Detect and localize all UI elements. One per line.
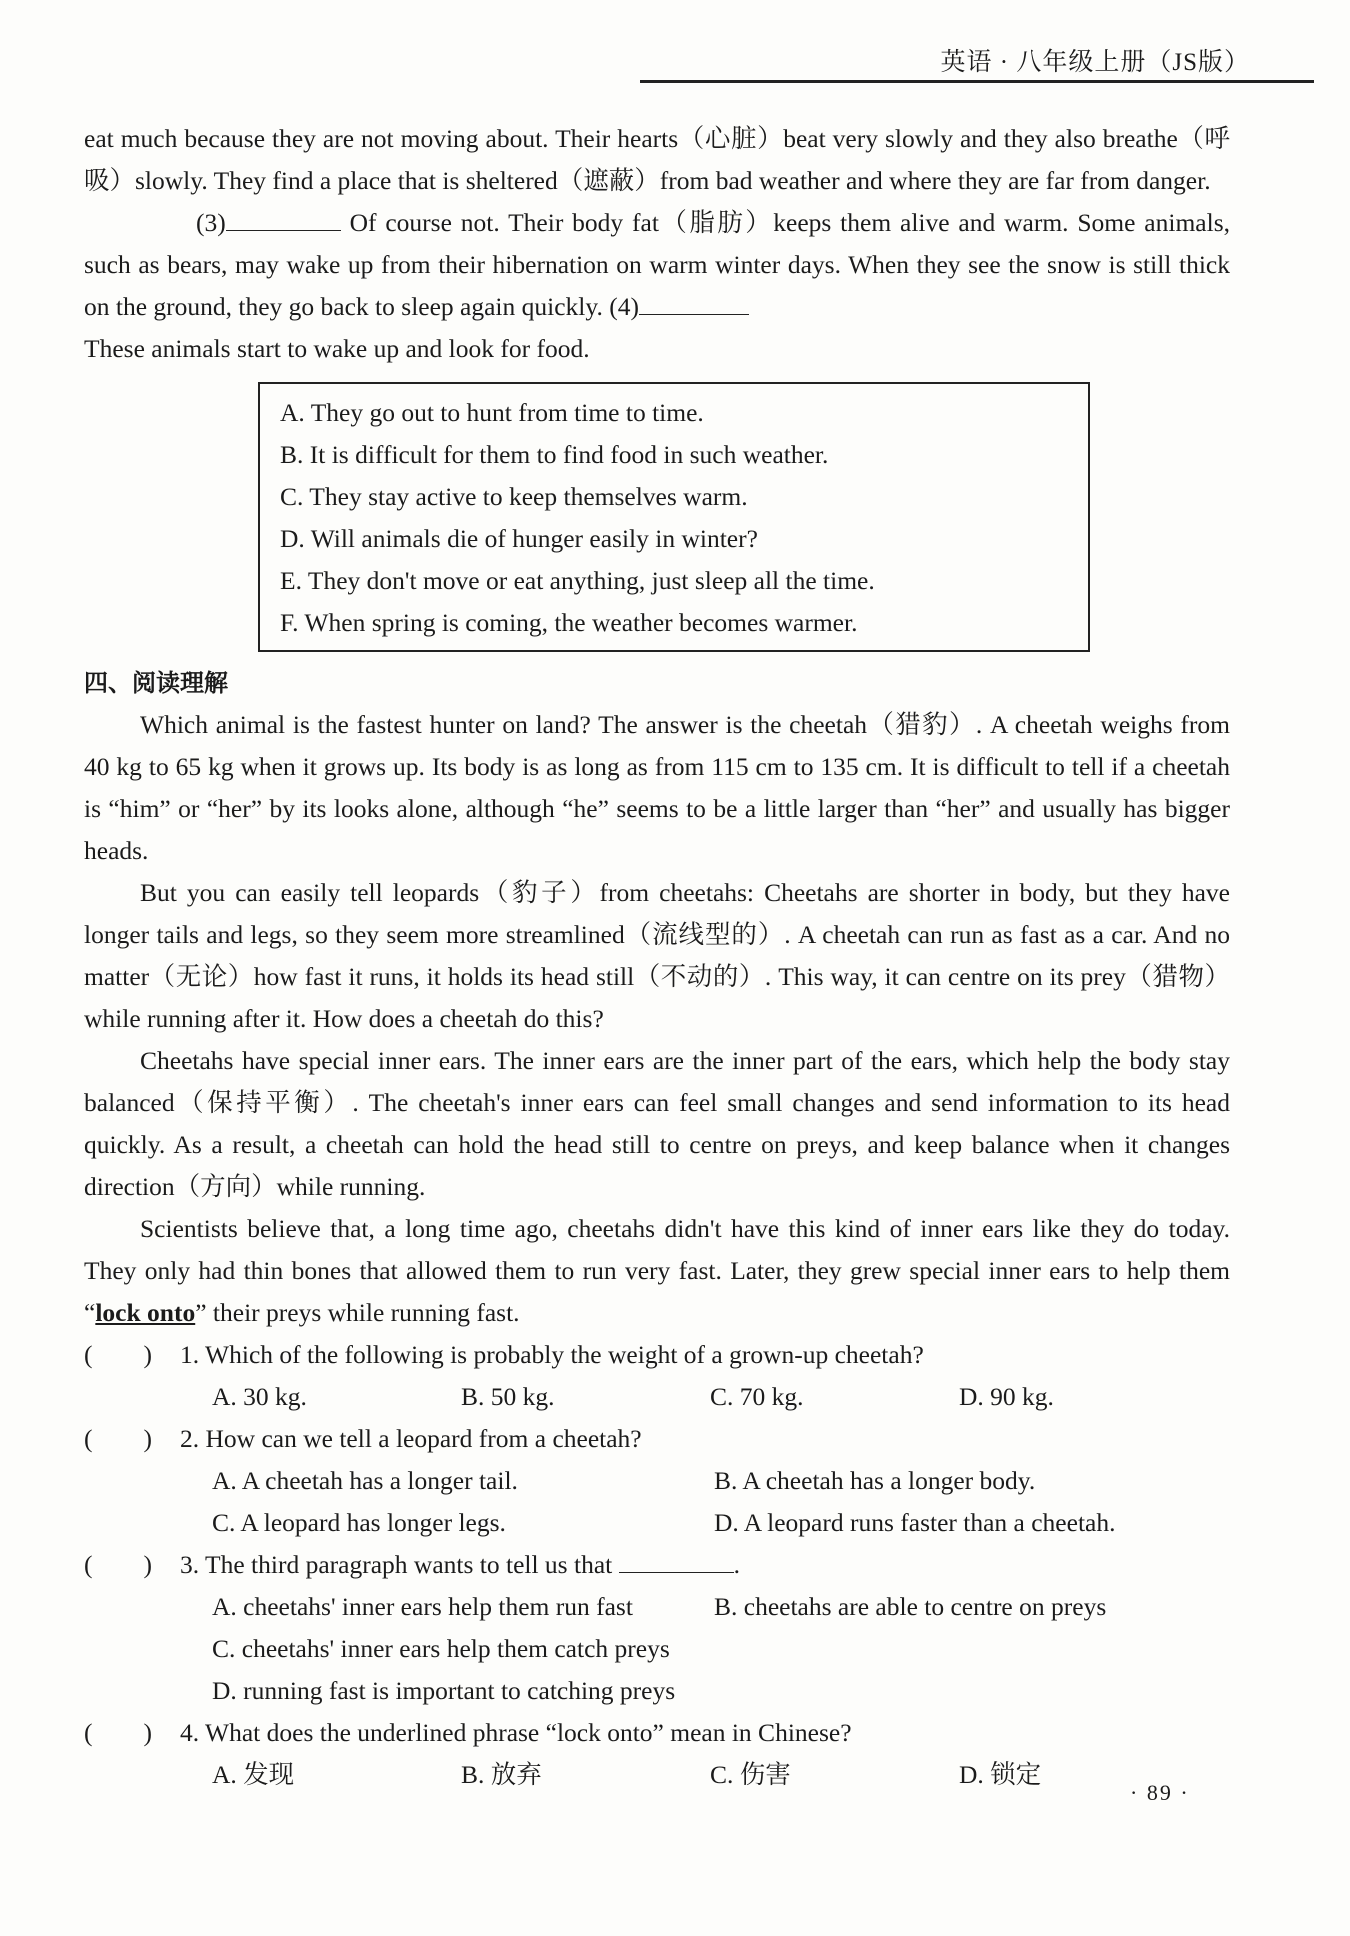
blank-label: (3) bbox=[196, 208, 226, 237]
question-text: 1. Which of the following is probably the weight of a grown-up cheetah? bbox=[180, 1340, 924, 1369]
page-content bbox=[84, 118, 1230, 1796]
reading-paragraph: Which animal is the fastest hunter on land? The answer is the cheetah（猎豹）. A cheetah weighs from 40 kg to 65 kg when it grows up. Its body is as long as from 115 cm to 135 cm. It is difficult to tell if a cheetah is “him” or “her” by its looks alone, although “he” seems to be a little larger than “her” and usually has bigger heads. bbox=[84, 710, 1230, 865]
choice-d[interactable]: D. running fast is important to catching preys bbox=[212, 1676, 676, 1705]
choice-c[interactable]: C. A leopard has longer legs. bbox=[212, 1508, 506, 1537]
reading-paragraph bbox=[84, 1208, 1230, 1334]
choices-row bbox=[84, 1628, 1230, 1670]
answer-paren[interactable]: ( ) bbox=[84, 1550, 152, 1579]
header-rule bbox=[640, 80, 1314, 83]
question-1 bbox=[84, 1334, 1230, 1376]
choice-b[interactable]: B. 放弃 bbox=[461, 1760, 542, 1789]
choice-a[interactable]: A. cheetahs' inner ears help them run fast bbox=[212, 1592, 633, 1621]
passage-text: Of course not. Their body fat（脂肪）keeps them alive and warm. Some animals, such as bears, may wake up from their hibernation on warm winter days. When they see the snow is still thick on the ground, they go back to sleep again quickly. bbox=[84, 208, 1230, 321]
passage-paragraph bbox=[84, 202, 1230, 328]
book-title: 英语 · 八年级上册（JS版） bbox=[940, 49, 1250, 76]
underlined-phrase: lock onto bbox=[95, 1298, 196, 1327]
option-item: E. They don't move or eat anything, just sleep all the time. bbox=[280, 566, 875, 595]
reading-text: ” their preys while running fast. bbox=[195, 1298, 520, 1327]
answer-paren[interactable]: ( ) bbox=[84, 1424, 152, 1453]
option-item: B. It is difficult for them to find food in such weather. bbox=[280, 440, 829, 469]
question-4 bbox=[84, 1712, 1230, 1754]
choices-row bbox=[84, 1754, 1230, 1796]
choice-c[interactable]: C. 70 kg. bbox=[710, 1382, 804, 1411]
option-item: C. They stay active to keep themselves warm. bbox=[280, 482, 748, 511]
choices-row bbox=[84, 1376, 1230, 1418]
choice-c[interactable]: C. 伤害 bbox=[710, 1760, 791, 1789]
question-3 bbox=[84, 1544, 1230, 1586]
question-text: 4. What does the underlined phrase “lock onto” mean in Chinese? bbox=[180, 1718, 852, 1747]
answer-paren[interactable]: ( ) bbox=[84, 1718, 152, 1747]
passage-paragraph: These animals start to wake up and look for food. bbox=[84, 334, 590, 363]
choice-b[interactable]: B. A cheetah has a longer body. bbox=[714, 1466, 1036, 1495]
answer-blank[interactable] bbox=[619, 1550, 734, 1573]
choice-b[interactable]: B. 50 kg. bbox=[461, 1382, 555, 1411]
question-text: 3. The third paragraph wants to tell us that bbox=[180, 1550, 619, 1579]
choice-d[interactable]: D. A leopard runs faster than a cheetah. bbox=[714, 1508, 1116, 1537]
blank-label: (4) bbox=[609, 292, 639, 321]
choice-c[interactable]: C. cheetahs' inner ears help them catch preys bbox=[212, 1634, 670, 1663]
question-2 bbox=[84, 1418, 1230, 1460]
choice-a[interactable]: A. A cheetah has a longer tail. bbox=[212, 1466, 518, 1495]
question-text: 2. How can we tell a leopard from a cheetah? bbox=[180, 1424, 642, 1453]
choices-row bbox=[84, 1502, 1230, 1544]
option-item: A. They go out to hunt from time to time. bbox=[280, 398, 704, 427]
page-number: · 89 · bbox=[1130, 1780, 1190, 1805]
choice-d[interactable]: D. 90 kg. bbox=[959, 1382, 1054, 1411]
choices-row bbox=[84, 1460, 1230, 1502]
options-box bbox=[258, 382, 1090, 652]
passage-paragraph: eat much because they are not moving about. Their hearts（心脏）beat very slowly and they also breathe（呼吸）slowly. They find a place that is sheltered（遮蔽）from bad weather and where they are far from danger. bbox=[84, 124, 1230, 195]
reading-text: Scientists believe that, a long time ago, cheetahs didn't have this kind of inner ears like they do today. They only had thin bones that allowed them to run very fast. Later, they grew special inner ears to help them “ bbox=[84, 1214, 1230, 1327]
option-item: D. Will animals die of hunger easily in winter? bbox=[280, 524, 758, 553]
reading-paragraph: But you can easily tell leopards（豹子）from cheetahs: Cheetahs are shorter in body, but they have longer tails and legs, so they seem more streamlined（流线型的）. A cheetah can run as fast as a car. And no matter（无论）how fast it runs, it holds its head still（不动的）. This way, it can centre on its prey（猎物）while running after it. How does a cheetah do this? bbox=[84, 878, 1230, 1033]
choice-b[interactable]: B. cheetahs are able to centre on preys bbox=[714, 1592, 1107, 1621]
answer-paren[interactable]: ( ) bbox=[84, 1340, 152, 1369]
reading-paragraph: Cheetahs have special inner ears. The inner ears are the inner part of the ears, which help the body stay balanced（保持平衡）. The cheetah's inner ears can feel small changes and send information to its head quickly. As a result, a cheetah can hold the head still to centre on preys, and keep balance when it changes direction（方向）while running. bbox=[84, 1046, 1230, 1201]
choices-row bbox=[84, 1586, 1230, 1628]
choices-row bbox=[84, 1670, 1230, 1712]
choice-d[interactable]: D. 锁定 bbox=[959, 1760, 1042, 1789]
section-title: 四、阅读理解 bbox=[84, 669, 228, 697]
question-text-end: . bbox=[733, 1550, 740, 1579]
choice-a[interactable]: A. 发现 bbox=[212, 1760, 295, 1789]
answer-blank[interactable] bbox=[226, 208, 341, 231]
answer-blank[interactable] bbox=[639, 292, 749, 315]
option-item: F. When spring is coming, the weather becomes warmer. bbox=[280, 608, 858, 637]
page-header bbox=[0, 0, 1350, 90]
choice-a[interactable]: A. 30 kg. bbox=[212, 1382, 307, 1411]
